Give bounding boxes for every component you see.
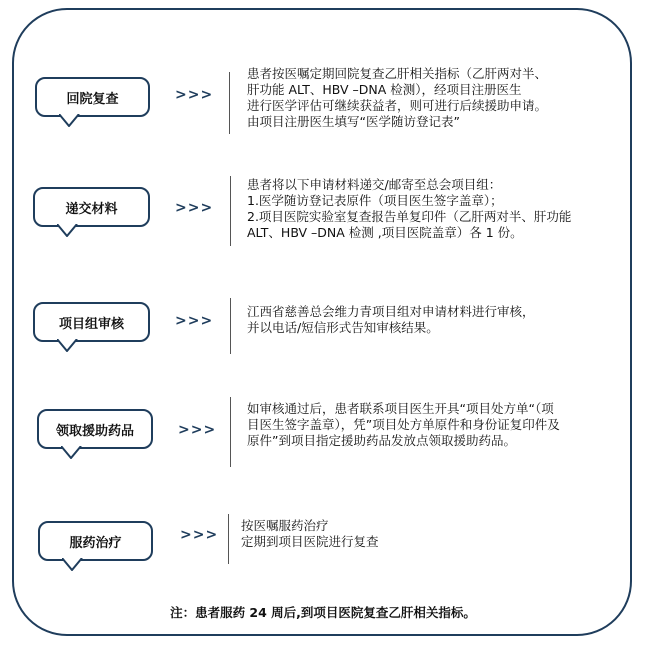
divider: [228, 514, 229, 564]
step-label-bubble: [38, 521, 153, 561]
step-label-bubble: [33, 187, 150, 227]
step-description: 江西省慈善总会维力青项目组对申请材料进行审核， 并以电话/短信形式告知审核结果。: [247, 304, 535, 335]
step-description: 按医嘱服药治疗 定期到项目医院进行复查: [241, 518, 379, 549]
step-label-bubble: [35, 77, 150, 117]
bubble-tail-icon: [59, 114, 81, 127]
divider: [229, 72, 230, 134]
bubble-tail-icon: [61, 446, 83, 459]
arrow-icon: >>>: [175, 87, 214, 103]
step-label: 回院复查: [66, 91, 119, 107]
step-description: 如审核通过后，患者联系项目医生开具“项目处方单“（项 目医生签字盖章），凭”项目处方单原件和身份证复印件及 原件”到项目指定援助药品发放点领取援助药品。: [247, 401, 560, 448]
step-description: 患者将以下申请材料递交/邮寄至总会项目组： 1.医学随访登记表原件（项目医生签字盖章）； 2.项目医院实验室复查报告单复印件（乙肝两对半、肝功能 ALT、HBV –DNA 检测 ,项目医院盖章）各 1 份。: [247, 177, 572, 240]
step-label: 递交材料: [65, 201, 118, 217]
step-label-bubble: [33, 302, 150, 342]
arrow-icon: >>>: [175, 313, 214, 329]
bubble-tail-icon: [57, 339, 79, 352]
step-description: 患者按医嘱定期回院复查乙肝相关指标（乙肝两对半、 肝功能 ALT、HBV –DNA 检测），经项目注册医生 进行医学评估可继续获益者，则可进行后续援助申请。 由项目注册医生填写“医学随访登记表”: [247, 66, 548, 129]
step-label-bubble: [37, 409, 153, 449]
arrow-icon: >>>: [175, 200, 214, 216]
divider: [230, 397, 231, 467]
step-label: 服药治疗: [69, 535, 122, 551]
arrow-icon: >>>: [180, 527, 219, 543]
step-label: 领取援助药品: [55, 423, 134, 439]
arrow-icon: >>>: [178, 422, 217, 438]
footnote: 注：患者服药 24 周后,到项目医院复查乙肝相关指标。: [170, 605, 476, 620]
divider: [230, 176, 231, 246]
bubble-tail-icon: [57, 224, 79, 237]
bubble-tail-icon: [62, 558, 84, 571]
step-label: 项目组审核: [58, 316, 124, 332]
divider: [230, 298, 231, 354]
